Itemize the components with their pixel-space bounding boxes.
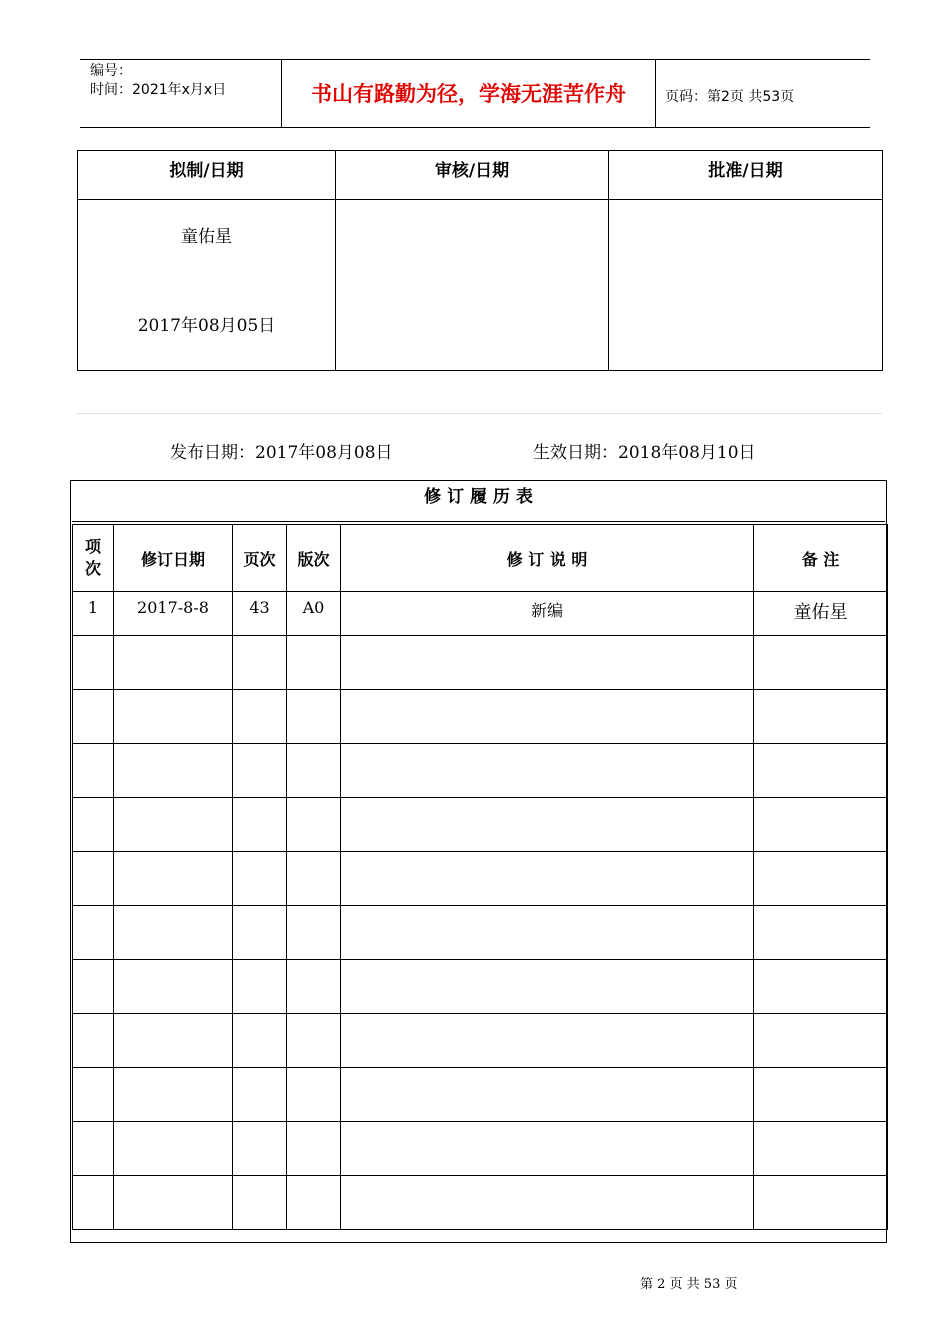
cell-description (341, 744, 754, 798)
cell-remarks (754, 906, 888, 960)
cell-remarks (754, 636, 888, 690)
cell-remarks (754, 1122, 888, 1176)
table-row (73, 1068, 888, 1122)
cell-remarks (754, 1068, 888, 1122)
cell-page (233, 1176, 287, 1230)
cell-item (73, 1068, 114, 1122)
drafter-date: 2017年08月05日 (137, 316, 276, 336)
header-bottom-rule (80, 127, 870, 128)
cell-version (287, 1176, 341, 1230)
cell-remarks (754, 1014, 888, 1068)
column-header-version: 版次 (287, 525, 341, 592)
column-header-item: 项次 (73, 525, 114, 592)
table-row (73, 636, 888, 690)
approval-header-review: 审核/日期 (336, 151, 609, 200)
cell-remarks: 童佑星 (754, 592, 888, 636)
table-row (73, 744, 888, 798)
cell-revision-date (114, 690, 233, 744)
cell-revision-date (114, 636, 233, 690)
approval-table (77, 150, 883, 371)
cell-version (287, 636, 341, 690)
cell-description (341, 636, 754, 690)
cell-page (233, 906, 287, 960)
cell-description (341, 1122, 754, 1176)
cell-revision-date (114, 1122, 233, 1176)
document-time-label: 时间：2021年x月x日 (90, 82, 227, 98)
cell-revision-date (114, 798, 233, 852)
header-top-rule (80, 59, 870, 60)
cell-item: 1 (73, 592, 114, 636)
cell-page (233, 798, 287, 852)
header-motto: 书山有路勤为径，学海无涯苦作舟 (311, 82, 626, 106)
revision-table-title: 修 订 履 历 表 (72, 482, 885, 522)
cell-page (233, 1068, 287, 1122)
cell-revision-date (114, 744, 233, 798)
cell-revision-date (114, 906, 233, 960)
cell-page (233, 960, 287, 1014)
cell-revision-date (114, 1014, 233, 1068)
cell-remarks (754, 1176, 888, 1230)
section-divider (77, 413, 882, 414)
cell-item (73, 1014, 114, 1068)
cell-version (287, 852, 341, 906)
cell-description (341, 1014, 754, 1068)
approval-header-draft: 拟制/日期 (78, 151, 336, 200)
cell-revision-date (114, 960, 233, 1014)
cell-revision-date (114, 1068, 233, 1122)
cell-description (341, 1068, 754, 1122)
cell-version (287, 1122, 341, 1176)
release-date: 发布日期：2017年08月08日 (170, 443, 393, 463)
table-row (73, 960, 888, 1014)
cell-page (233, 1122, 287, 1176)
approval-header-approve: 批准/日期 (609, 151, 883, 200)
cell-description: 新编 (341, 592, 754, 636)
cell-version (287, 798, 341, 852)
cell-item (73, 798, 114, 852)
cell-item (73, 1122, 114, 1176)
cell-version: A0 (287, 592, 341, 636)
header-page-number: 页码：第2页 共53页 (665, 89, 795, 105)
cell-item (73, 960, 114, 1014)
cell-remarks (754, 690, 888, 744)
drafter-name: 童佑星 (181, 227, 232, 247)
cell-version (287, 960, 341, 1014)
approval-cell-draft (78, 200, 336, 371)
cell-description (341, 852, 754, 906)
cell-item (73, 1176, 114, 1230)
cell-version (287, 744, 341, 798)
cell-revision-date (114, 852, 233, 906)
cell-revision-date (114, 1176, 233, 1230)
table-row (73, 1122, 888, 1176)
table-row (73, 592, 888, 636)
cell-page (233, 744, 287, 798)
cell-description (341, 960, 754, 1014)
cell-item (73, 636, 114, 690)
header-divider (655, 59, 656, 127)
table-row (73, 1014, 888, 1068)
cell-remarks (754, 960, 888, 1014)
cell-version (287, 1014, 341, 1068)
page-footer: 第 2 页 共 53 页 (640, 1277, 738, 1292)
cell-version (287, 1068, 341, 1122)
column-header-remarks: 备 注 (754, 525, 888, 592)
cell-version (287, 906, 341, 960)
cell-page (233, 852, 287, 906)
cell-description (341, 690, 754, 744)
cell-description (341, 1176, 754, 1230)
cell-item (73, 744, 114, 798)
cell-item (73, 690, 114, 744)
cell-page (233, 1014, 287, 1068)
column-header-revision-date: 修订日期 (114, 525, 233, 592)
column-header-description: 修 订 说 明 (341, 525, 754, 592)
table-row (73, 1176, 888, 1230)
table-row (73, 906, 888, 960)
table-row (73, 798, 888, 852)
cell-page (233, 636, 287, 690)
column-header-page: 页次 (233, 525, 287, 592)
document-number-label: 编号： (90, 63, 132, 79)
revision-table (72, 524, 888, 1230)
cell-item (73, 906, 114, 960)
cell-page: 43 (233, 592, 287, 636)
approval-cell-approve (609, 200, 883, 371)
cell-page (233, 690, 287, 744)
cell-item (73, 852, 114, 906)
cell-remarks (754, 744, 888, 798)
cell-description (341, 906, 754, 960)
cell-remarks (754, 852, 888, 906)
cell-description (341, 798, 754, 852)
cell-remarks (754, 798, 888, 852)
header-meta (90, 62, 226, 100)
effective-date: 生效日期：2018年08月10日 (533, 443, 756, 463)
approval-cell-review (336, 200, 609, 371)
cell-revision-date: 2017-8-8 (114, 592, 233, 636)
table-row (73, 690, 888, 744)
cell-version (287, 690, 341, 744)
table-row (73, 852, 888, 906)
